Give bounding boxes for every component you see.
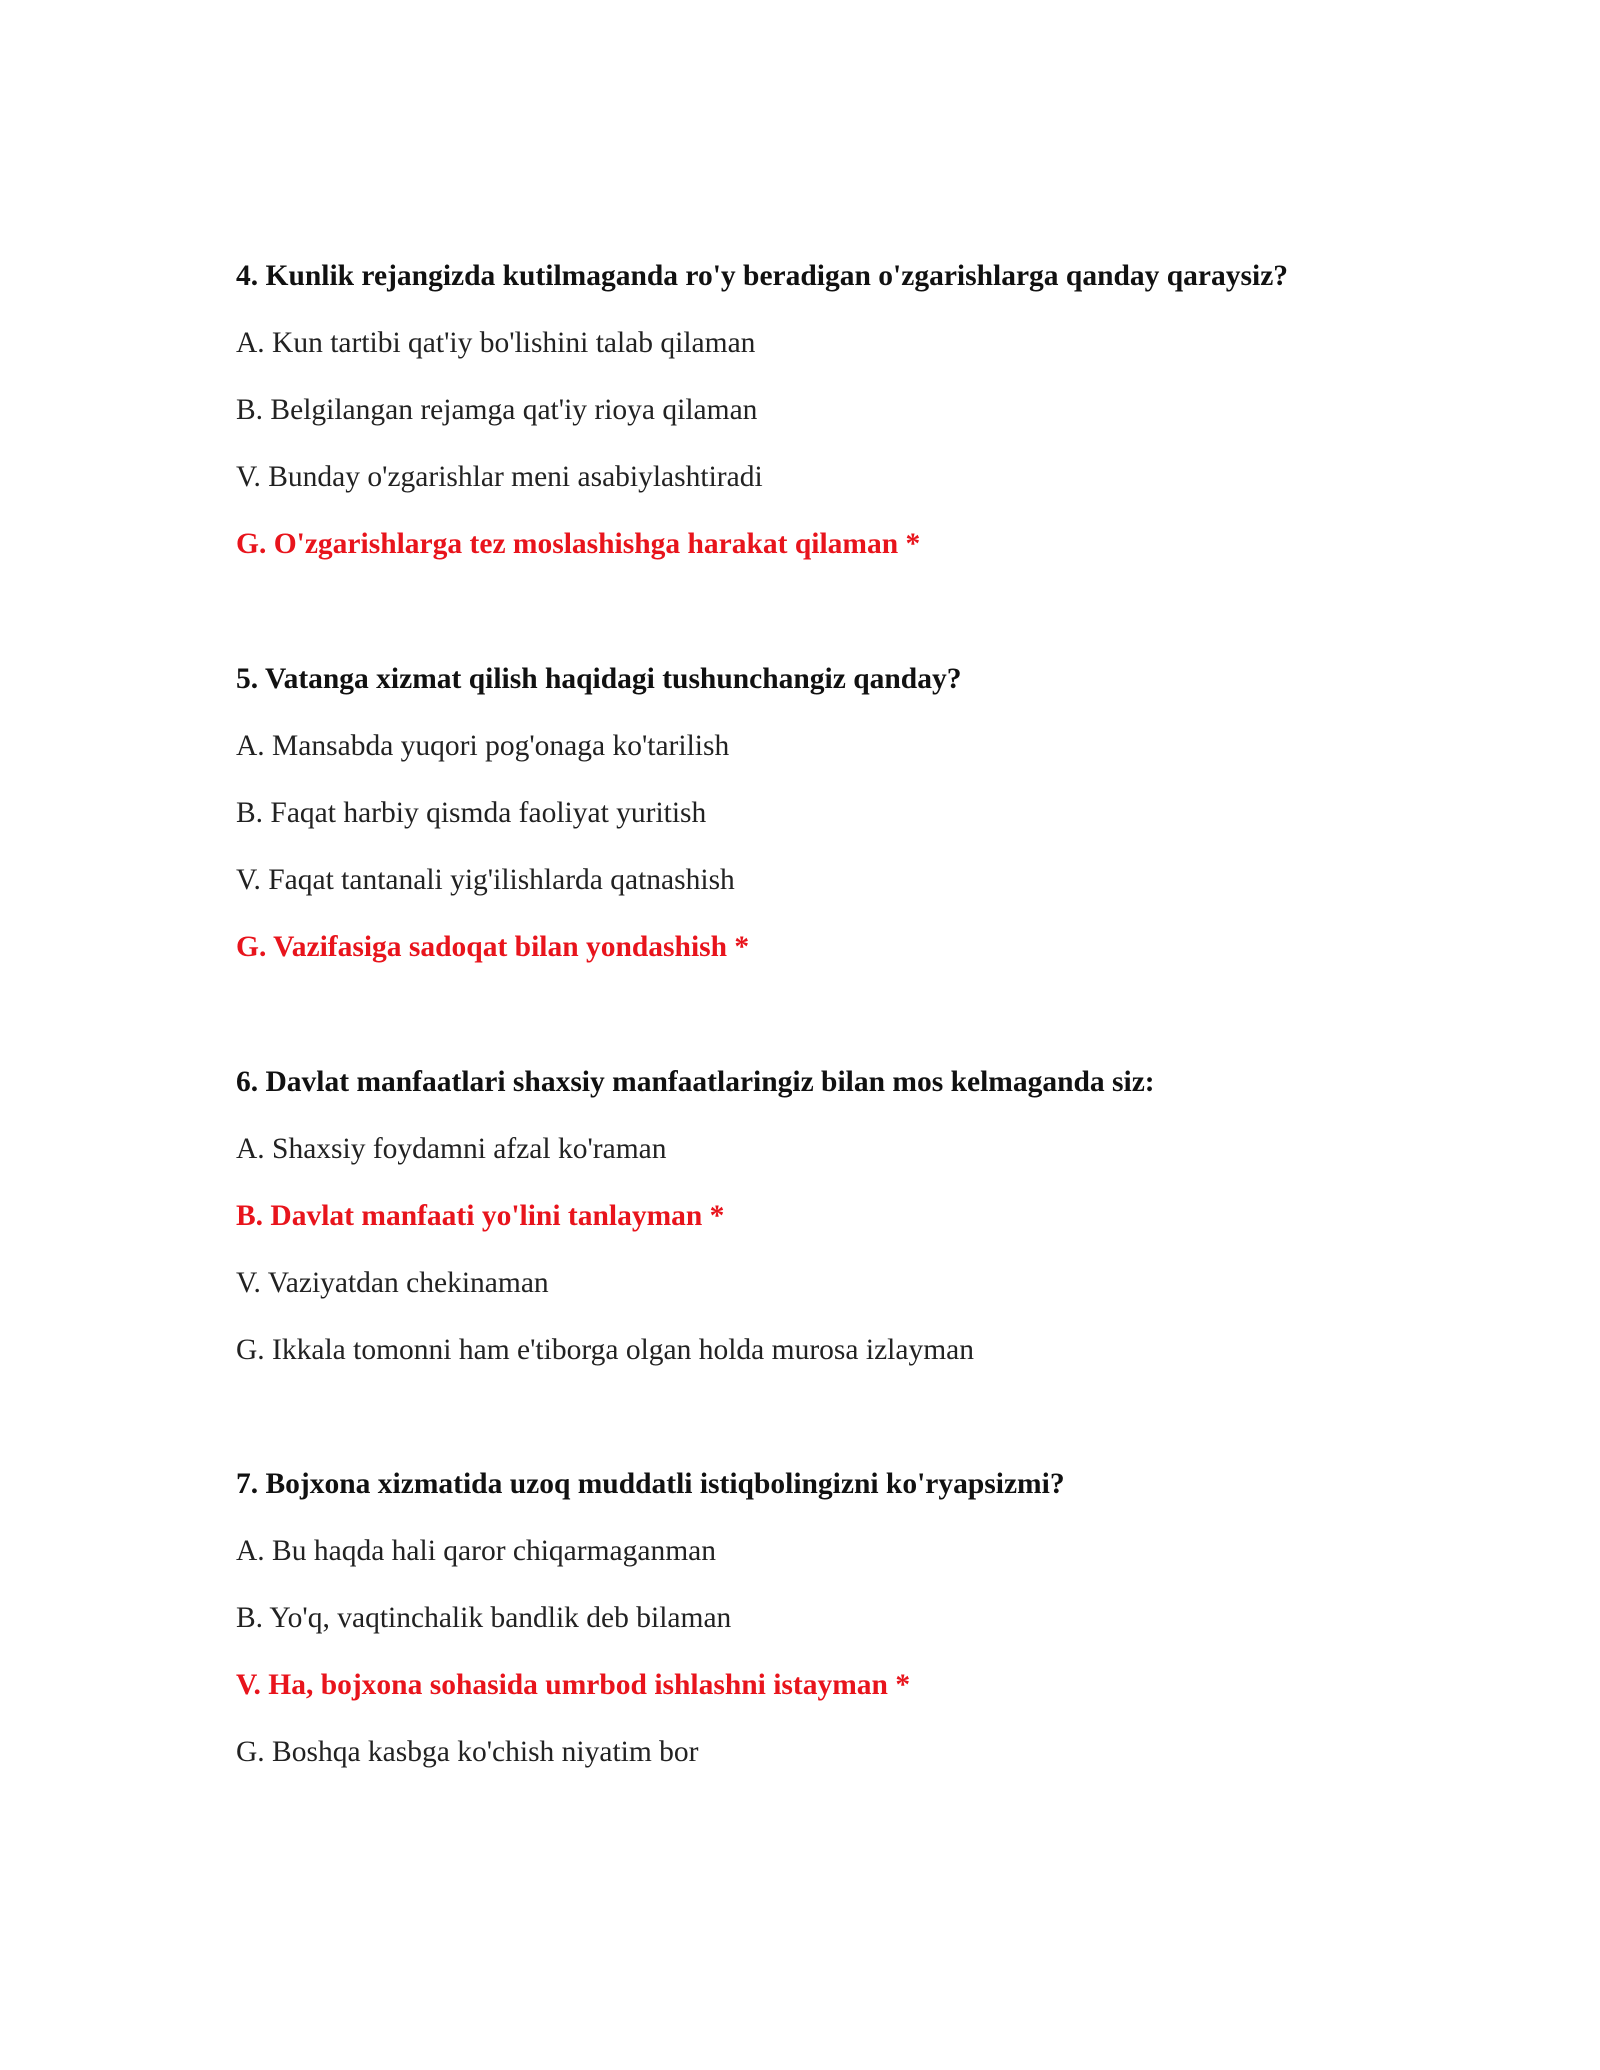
question-5-option-a: A. Mansabda yuqori pog'onaga ko'tarilish xyxy=(236,730,730,762)
question-5-option-g-correct: G. Vazifasiga sadoqat bilan yondashish * xyxy=(236,931,750,963)
question-7-option-v-correct: V. Ha, bojxona sohasida umrbod ishlashni istayman * xyxy=(236,1669,911,1701)
question-4-option-v: V. Bunday o'zgarishlar meni asabiylashtiradi xyxy=(236,461,763,493)
question-6-option-g: G. Ikkala tomonni ham e'tiborga olgan holda murosa izlayman xyxy=(236,1334,974,1366)
question-7-option-a: A. Bu haqda hali qaror chiqarmaganman xyxy=(236,1535,717,1567)
question-7-option-g: G. Boshqa kasbga ko'chish niyatim bor xyxy=(236,1736,699,1768)
question-4-option-b: B. Belgilangan rejamga qat'iy rioya qilaman xyxy=(236,394,758,426)
question-6-option-b-correct: B. Davlat manfaati yo'lini tanlayman * xyxy=(236,1200,725,1232)
question-6-text: 6. Davlat manfaatlari shaxsiy manfaatlaringiz bilan mos kelmaganda siz: xyxy=(236,1066,1155,1098)
question-6-option-v: V. Vaziyatdan chekinaman xyxy=(236,1267,549,1299)
question-4-option-g-correct: G. O'zgarishlarga tez moslashishga harakat qilaman * xyxy=(236,528,921,560)
question-7-option-b: B. Yo'q, vaqtinchalik bandlik deb bilaman xyxy=(236,1602,732,1634)
question-5-text: 5. Vatanga xizmat qilish haqidagi tushunchangiz qanday? xyxy=(236,663,962,695)
question-5-option-b: B. Faqat harbiy qismda faoliyat yuritish xyxy=(236,797,707,829)
question-4-text: 4. Kunlik rejangizda kutilmaganda ro'y beradigan o'zgarishlarga qanday qaraysiz? xyxy=(236,260,1289,292)
question-5-option-v: V. Faqat tantanali yig'ilishlarda qatnashish xyxy=(236,864,735,896)
question-6-option-a: A. Shaxsiy foydamni afzal ko'raman xyxy=(236,1133,667,1165)
question-7-text: 7. Bojxona xizmatida uzoq muddatli istiqbolingizni ko'ryapsizmi? xyxy=(236,1468,1065,1500)
question-4-option-a: A. Kun tartibi qat'iy bo'lishini talab qilaman xyxy=(236,327,756,359)
